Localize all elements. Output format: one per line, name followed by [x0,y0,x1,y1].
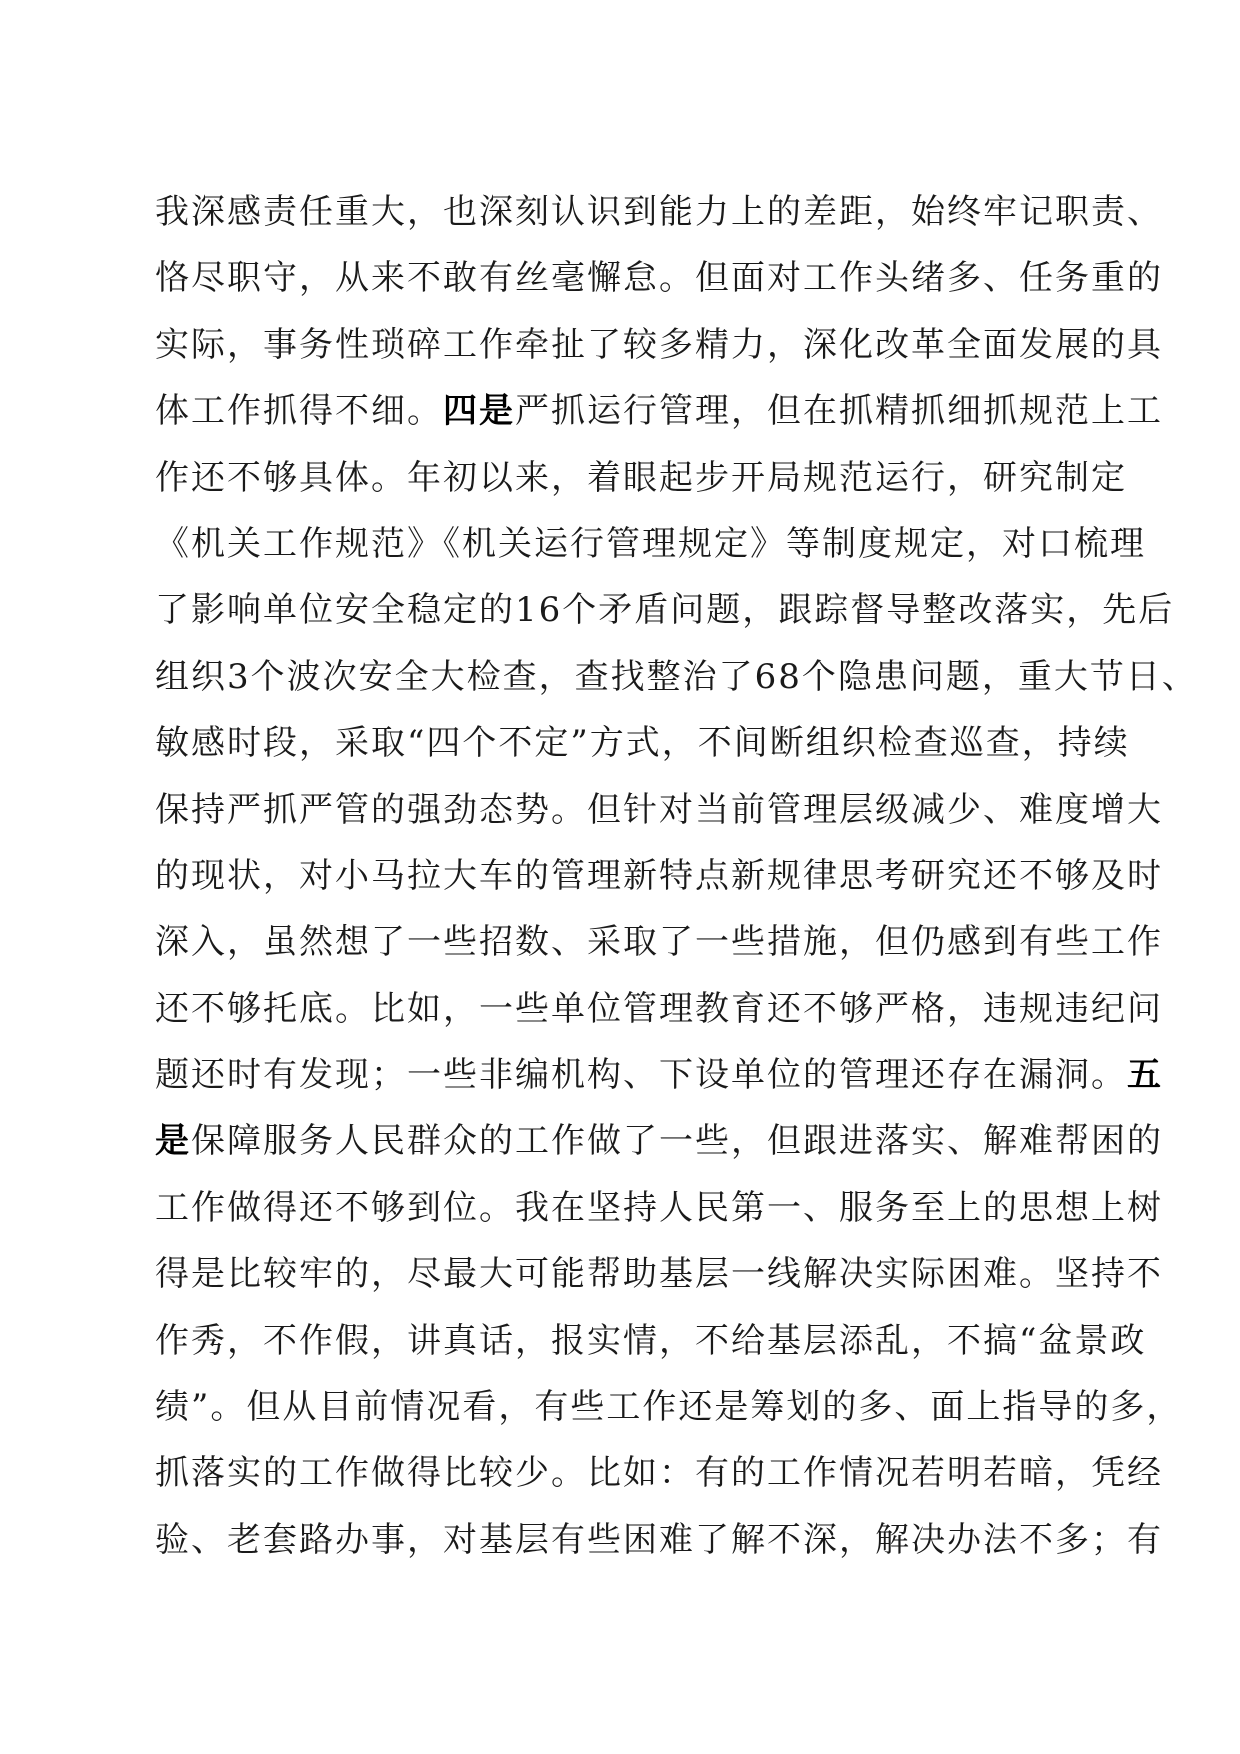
text-line [155,922,1163,988]
text-line [155,723,1130,789]
text-segment: 《机关工作规范》《机关运行管理规定》等制度规定，对口梳理 [155,523,1146,564]
text-line [155,258,1163,324]
text-line [155,324,1163,391]
bold-heading-marker: 四是 [443,391,515,432]
text-segment: 抓落实的工作做得比较少。比如：有的工作情况若明若暗，凭经 [155,1453,1163,1494]
text-line [155,590,1175,656]
text-segment: 深入，虽然想了一些招数、采取了一些措施，但仍感到有些工作 [155,922,1163,963]
text-line [155,523,1146,590]
text-line [155,1055,1163,1121]
text-line [155,192,1163,258]
body-text [155,192,1198,1586]
text-segment: 验、老套路办事，对基层有些困难了解不深，解决办法不多；有 [155,1519,1163,1560]
text-segment: 恪尽职守，从来不敢有丝毫懈怠。但面对工作头绪多、任务重的 [155,258,1163,299]
text-segment: 了影响单位安全稳定的16个矛盾问题，跟踪督导整改落实，先后 [155,590,1175,631]
text-segment: 题还时有发现；一些非编机构、下设单位的管理还存在漏洞。 [155,1055,1127,1096]
text-line [155,1453,1163,1519]
text-segment: 敏感时段，采取“四个不定”方式，不间断组织检查巡查，持续 [155,723,1130,764]
text-line [155,1187,1163,1254]
text-line [155,1387,1183,1453]
text-line [155,1254,1163,1320]
text-line [155,988,1163,1055]
text-line [155,1121,1163,1187]
text-line [155,855,1163,922]
text-segment: 体工作抓得不细。 [155,391,443,432]
text-segment: 绩”。但从目前情况看，有些工作还是筹划的多、面上指导的多， [155,1387,1183,1428]
bold-heading-marker: 是 [155,1121,191,1162]
text-line [155,789,1163,856]
text-segment: 作秀，不作假，讲真话，报实情，不给基层添乱，不搞“盆景政 [155,1320,1147,1361]
text-segment: 还不够托底。比如，一些单位管理教育还不够严格，违规违纪问 [155,988,1163,1029]
text-segment: 作还不够具体。年初以来，着眼起步开局规范运行，研究制定 [155,457,1127,498]
text-segment: 保持严抓严管的强劲态势。但针对当前管理层级减少、难度增大 [155,789,1163,830]
text-line [155,656,1198,723]
text-segment: 实际，事务性琐碎工作牵扯了较多精力，深化改革全面发展的具 [155,324,1163,365]
text-segment: 的现状，对小马拉大车的管理新特点新规律思考研究还不够及时 [155,855,1163,896]
text-segment: 我深感责任重大，也深刻认识到能力上的差距，始终牢记职责、 [155,192,1163,232]
text-line [155,457,1127,524]
text-segment: 保障服务人民群众的工作做了一些，但跟进落实、解难帮困的 [191,1121,1163,1162]
text-segment: 严抓运行管理，但在抓精抓细抓规范上工 [515,391,1163,432]
text-segment: 工作做得还不够到位。我在坚持人民第一、服务至上的思想上树 [155,1187,1163,1228]
bold-heading-marker: 五 [1127,1055,1163,1096]
text-segment: 得是比较牢的，尽最大可能帮助基层一线解决实际困难。坚持不 [155,1254,1163,1295]
text-line [155,1519,1163,1586]
text-segment: 组织3个波次安全大检查，查找整治了68个隐患问题，重大节日、 [155,656,1198,697]
text-line [155,1320,1147,1387]
text-line [155,391,1163,457]
